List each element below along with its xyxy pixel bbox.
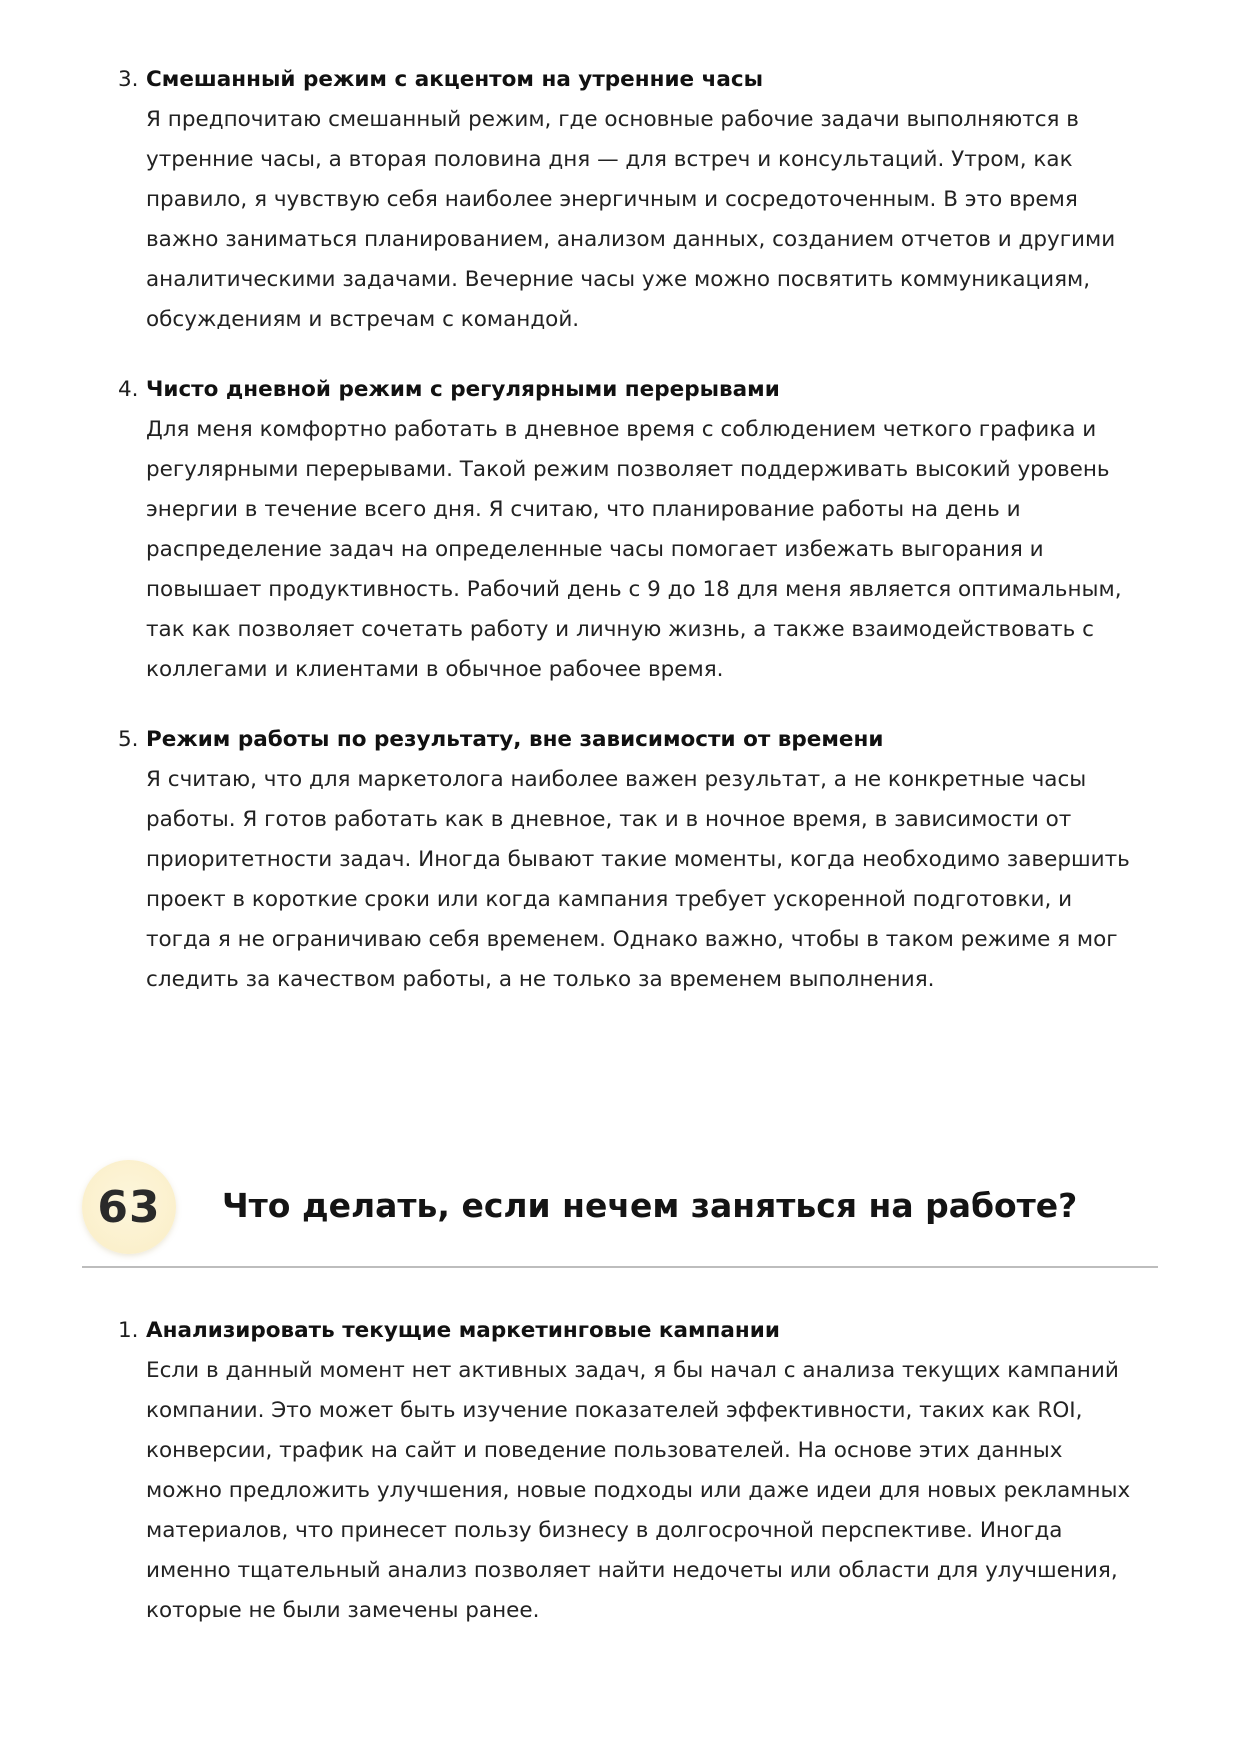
section-title: Что делать, если нечем заняться на работе? — [222, 1186, 1078, 1225]
list-item — [0, 370, 1239, 690]
question-number: 63 — [97, 1181, 161, 1233]
list-item — [0, 1311, 1239, 1631]
section-divider — [82, 1266, 1158, 1268]
answer-list-bottom — [0, 1311, 1239, 1661]
item-text: Я предпочитаю смешанный режим, где основные рабочие задачи выполняются в утренние часы, а вторая половина дня — для встреч и консультаций. Утром, как правило, я чувствую себя наиболее энергичным и сосредоточенным. В это время важно заниматься планированием, анализом данных, созданием отчетов и другими аналитическими задачами. Вечерние часы уже можно посвятить коммуникациям, обсуждениям и встречам с командой. — [146, 107, 1116, 332]
item-title: Режим работы по результату, вне зависимости от времени — [146, 727, 884, 752]
item-number: 5. — [118, 727, 139, 752]
question-number-badge — [82, 1160, 176, 1254]
item-number: 3. — [118, 67, 139, 92]
answer-list-top — [0, 60, 1239, 1030]
section-header — [82, 1160, 1158, 1270]
item-title: Анализировать текущие маркетинговые кампании — [146, 1318, 780, 1343]
list-item — [0, 720, 1239, 1000]
item-number: 4. — [118, 377, 139, 402]
item-text: Для меня комфортно работать в дневное время с соблюдением четкого графика и регулярными перерывами. Такой режим позволяет поддерживать высокий уровень энергии в течение всего дня. Я считаю, что планирование работы на день и распределение задач на определенные часы помогает избежать выгорания и повышает продуктивность. Рабочий день с 9 до 18 для меня является оптимальным, так как позволяет сочетать работу и личную жизнь, а также взаимодействовать с коллегами и клиентами в обычное рабочее время. — [146, 417, 1122, 682]
item-text: Я считаю, что для маркетолога наиболее важен результат, а не конкретные часы работы. Я готов работать как в дневное, так и в ночное время, в зависимости от приоритетности задач. Иногда бывают такие моменты, когда необходимо завершить проект в короткие сроки или когда кампания требует ускоренной подготовки, и тогда я не ограничиваю себя временем. Однако важно, чтобы в таком режиме я мог следить за качеством работы, а не только за временем выполнения. — [146, 767, 1130, 992]
item-title: Чисто дневной режим с регулярными перерывами — [146, 377, 780, 402]
item-title: Смешанный режим с акцентом на утренние часы — [146, 67, 764, 92]
list-item — [0, 60, 1239, 340]
item-text: Если в данный момент нет активных задач, я бы начал с анализа текущих кампаний компании. Это может быть изучение показателей эффективности, таких как ROI, конверсии, трафик на сайт и поведение пользователей. На основе этих данных можно предложить улучшения, новые подходы или даже идеи для новых рекламных материалов, что принесет пользу бизнесу в долгосрочной перспективе. Иногда именно тщательный анализ позволяет найти недочеты или области для улучшения, которые не были замечены ранее. — [146, 1358, 1131, 1623]
item-number: 1. — [118, 1318, 139, 1343]
